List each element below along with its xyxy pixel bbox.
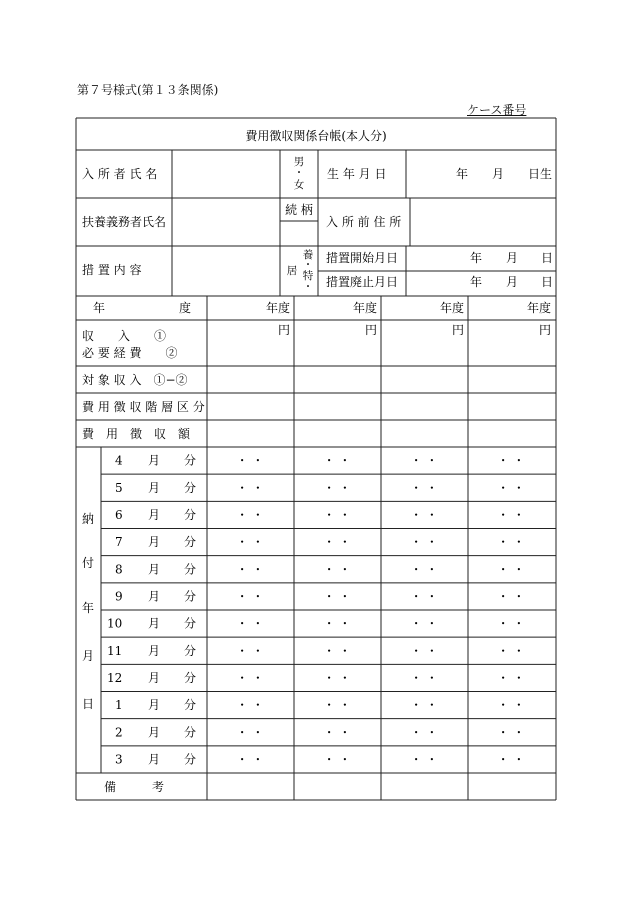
measure-type-toku: 特	[302, 270, 314, 282]
yen-unit-2: 円	[364, 323, 377, 337]
fiscal-year-col-3: 年度	[439, 301, 464, 315]
birth-month-unit: 月	[492, 167, 505, 181]
payment-date-6-2: ・ ・	[323, 589, 351, 604]
payment-date-8-2: ・ ・	[323, 643, 351, 658]
measure-end-year: 年	[470, 275, 483, 289]
fiscal-year-col-1: 年度	[265, 301, 290, 315]
target-income-label: 対 象 収 入 ①−②	[82, 373, 188, 387]
month-unit-1: 月	[148, 453, 161, 468]
month-unit-4: 月	[148, 535, 161, 550]
payment-date-7-2: ・ ・	[323, 616, 351, 631]
measure-end-month: 月	[506, 275, 519, 289]
measure-type-dot1: ・	[302, 259, 314, 271]
payment-date-9-4: ・ ・	[497, 670, 525, 685]
expense-label: 必 要 経 費 ②	[82, 346, 178, 360]
payment-date-3-4: ・ ・	[497, 507, 525, 522]
payment-date-9-3: ・ ・	[410, 670, 438, 685]
bun-unit-11: 分	[184, 725, 197, 740]
month-number-3: 6	[115, 507, 123, 522]
month-number-9: 12	[107, 670, 123, 685]
measure-start-label: 措置開始月日	[326, 251, 399, 265]
payment-date-9-2: ・ ・	[323, 670, 351, 685]
collection-amount-label: 費 用 徴 収 額	[82, 427, 191, 441]
payment-date-8-1: ・ ・	[236, 643, 264, 658]
bun-unit-4: 分	[184, 535, 197, 550]
yen-unit-1: 円	[277, 323, 290, 337]
measure-start-day: 日	[541, 251, 554, 265]
resident-name-label: 入 所 者 氏 名	[82, 167, 158, 181]
payment-date-1-2: ・ ・	[323, 453, 351, 468]
bun-unit-2: 分	[184, 480, 197, 495]
month-unit-12: 月	[148, 752, 161, 767]
month-number-11: 2	[115, 725, 123, 740]
payment-side-char-3: 年	[81, 601, 95, 615]
payment-date-10-1: ・ ・	[236, 698, 264, 713]
payment-side-char-4: 月	[81, 649, 95, 663]
month-number-8: 11	[107, 643, 123, 658]
bun-unit-9: 分	[184, 670, 197, 685]
payment-date-2-2: ・ ・	[323, 480, 351, 495]
payment-date-4-3: ・ ・	[410, 535, 438, 550]
month-number-5: 8	[115, 562, 123, 577]
payment-date-8-3: ・ ・	[410, 643, 438, 658]
payment-date-12-4: ・ ・	[497, 752, 525, 767]
measure-end-day: 日	[541, 275, 554, 289]
payment-date-8-4: ・ ・	[497, 643, 525, 658]
payment-date-5-4: ・ ・	[497, 562, 525, 577]
previous-address-label: 入 所 前 住 所	[326, 215, 402, 229]
payment-date-12-3: ・ ・	[410, 752, 438, 767]
payment-date-5-3: ・ ・	[410, 562, 438, 577]
bracket-label: 費 用 徴 収 階 層 区 分	[82, 400, 205, 414]
payment-date-4-2: ・ ・	[323, 535, 351, 550]
payment-date-10-3: ・ ・	[410, 698, 438, 713]
fiscal-year-col-2: 年度	[352, 301, 377, 315]
month-unit-11: 月	[148, 725, 161, 740]
month-unit-2: 月	[148, 480, 161, 495]
payment-side-char-2: 付	[81, 556, 95, 570]
payment-date-3-1: ・ ・	[236, 507, 264, 522]
measure-content-label: 措 置 内 容	[82, 263, 142, 277]
birth-year-unit: 年	[456, 167, 469, 181]
payment-date-5-1: ・ ・	[236, 562, 264, 577]
month-unit-5: 月	[148, 562, 161, 577]
payment-date-5-2: ・ ・	[323, 562, 351, 577]
bun-unit-5: 分	[184, 562, 197, 577]
payment-date-2-3: ・ ・	[410, 480, 438, 495]
form-number: 第７号様式(第１３条関係)	[77, 83, 219, 97]
payment-date-11-4: ・ ・	[497, 725, 525, 740]
month-unit-8: 月	[148, 643, 161, 658]
payment-date-10-2: ・ ・	[323, 698, 351, 713]
month-unit-9: 月	[148, 670, 161, 685]
payment-date-4-1: ・ ・	[236, 535, 264, 550]
month-number-7: 10	[107, 616, 123, 631]
month-number-10: 1	[115, 698, 123, 713]
month-number-1: 4	[115, 453, 123, 468]
fiscal-year-col-4: 年度	[526, 301, 551, 315]
bun-unit-7: 分	[184, 616, 197, 631]
bun-unit-1: 分	[184, 453, 197, 468]
month-unit-6: 月	[148, 589, 161, 604]
month-unit-3: 月	[148, 507, 161, 522]
payment-date-6-1: ・ ・	[236, 589, 264, 604]
measure-type-kyo: 居	[286, 265, 298, 277]
measure-start-year: 年	[470, 251, 483, 265]
month-number-6: 9	[115, 589, 123, 604]
payment-date-12-1: ・ ・	[236, 752, 264, 767]
payment-date-9-1: ・ ・	[236, 670, 264, 685]
month-number-4: 7	[115, 535, 123, 550]
relation-label: 続 柄	[285, 203, 313, 217]
birth-date-label: 生 年 月 日	[327, 167, 387, 181]
payment-date-1-1: ・ ・	[236, 453, 264, 468]
fiscal-year-label-do: 度	[179, 301, 192, 315]
bun-unit-8: 分	[184, 643, 197, 658]
payment-date-2-4: ・ ・	[497, 480, 525, 495]
month-unit-10: 月	[148, 698, 161, 713]
supporter-name-label: 扶養義務者氏名	[82, 215, 167, 229]
payment-date-6-4: ・ ・	[497, 589, 525, 604]
gender-dot: ・	[293, 167, 305, 179]
payment-side-char-1: 納	[81, 512, 95, 526]
birth-day-unit: 日生	[528, 167, 553, 181]
payment-date-2-1: ・ ・	[236, 480, 264, 495]
payment-date-11-3: ・ ・	[410, 725, 438, 740]
payment-date-7-4: ・ ・	[497, 616, 525, 631]
yen-unit-4: 円	[538, 323, 551, 337]
payment-date-10-4: ・ ・	[497, 698, 525, 713]
payment-date-11-2: ・ ・	[323, 725, 351, 740]
measure-type-yo: 養	[302, 249, 314, 261]
payment-date-12-2: ・ ・	[323, 752, 351, 767]
bun-unit-12: 分	[184, 752, 197, 767]
month-number-12: 3	[115, 752, 123, 767]
payment-side-char-5: 日	[81, 697, 95, 711]
income-label: 収 入 ①	[82, 329, 167, 343]
bun-unit-3: 分	[184, 507, 197, 522]
bun-unit-10: 分	[184, 698, 197, 713]
gender-male: 男	[293, 156, 305, 168]
measure-start-month: 月	[506, 251, 519, 265]
measure-end-label: 措置廃止月日	[326, 275, 399, 289]
gender-female: 女	[293, 179, 305, 191]
payment-date-4-4: ・ ・	[497, 535, 525, 550]
month-number-2: 5	[115, 480, 123, 495]
payment-date-1-3: ・ ・	[410, 453, 438, 468]
fiscal-year-label-nen: 年	[93, 301, 106, 315]
yen-unit-3: 円	[451, 323, 464, 337]
payment-date-11-1: ・ ・	[236, 725, 264, 740]
payment-date-3-2: ・ ・	[323, 507, 351, 522]
bun-unit-6: 分	[184, 589, 197, 604]
payment-date-7-1: ・ ・	[236, 616, 264, 631]
payment-date-3-3: ・ ・	[410, 507, 438, 522]
payment-date-1-4: ・ ・	[497, 453, 525, 468]
remarks-label: 備 考	[104, 780, 165, 794]
measure-type-dot2: ・	[302, 281, 314, 293]
ledger-title: 費用徴収関係台帳(本人分)	[245, 129, 387, 143]
payment-date-7-3: ・ ・	[410, 616, 438, 631]
month-unit-7: 月	[148, 616, 161, 631]
case-number-label: ケース番号	[467, 103, 527, 117]
payment-date-6-3: ・ ・	[410, 589, 438, 604]
